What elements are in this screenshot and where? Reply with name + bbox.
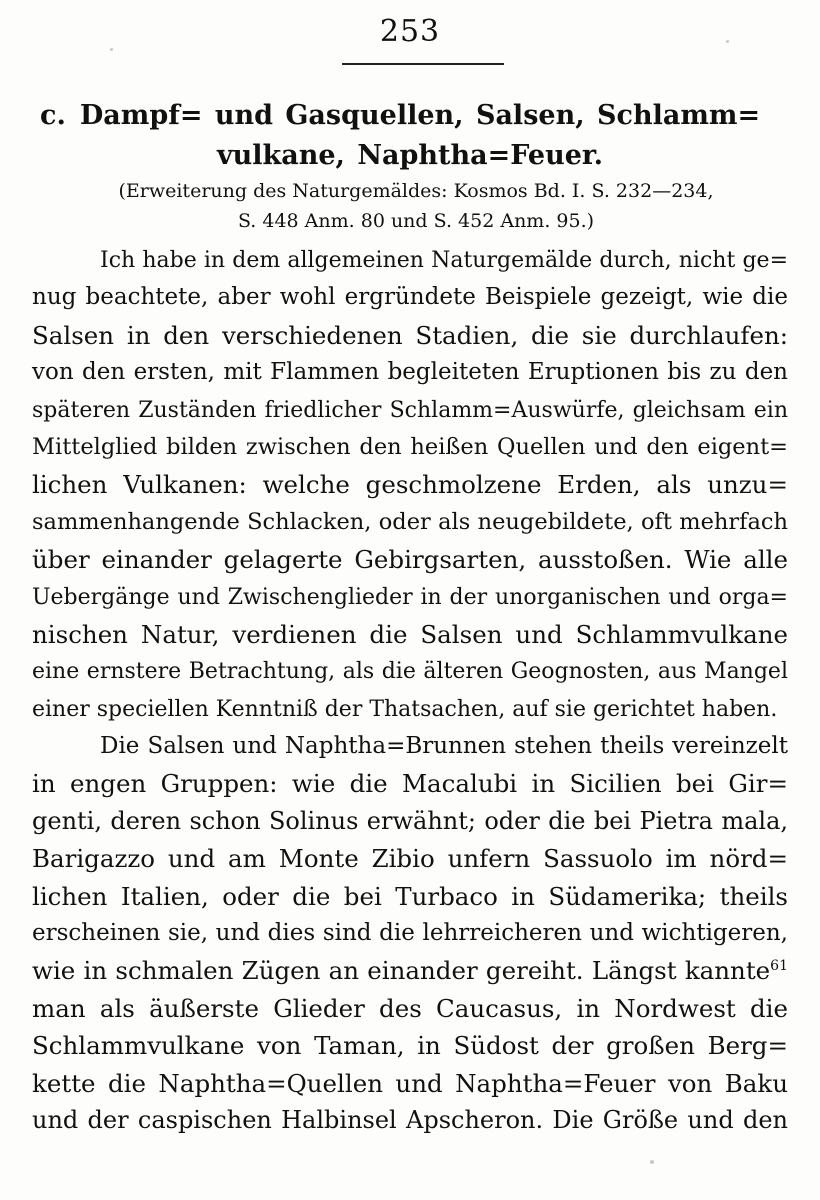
text-line-content: Ich habe in dem allgemeinen Naturgemälde durch, nicht ge= [100,248,788,273]
text-line-content: kette die Naphtha=Quellen und Naphtha=Feuer von Baku [32,1068,788,1098]
text-line [32,242,788,279]
text-line-content: und der caspischen Halbinsel Apscheron. Die Größe und den [32,1105,788,1134]
text-line [32,803,788,840]
text-line-content: Die Salsen und Naphtha=Brunnen stehen theils vereinzelt [100,733,788,760]
text-line [32,429,788,466]
text-line-content: nischen Natur, verdienen die Salsen und Schlammvulkane [32,619,788,649]
text-line-content: von den ersten, mit Flammen begleiteten Eruptionen bis zu den [32,359,788,386]
text-line [32,1102,788,1139]
text-line [32,1065,788,1102]
section-title-line-1: Dampf= und Gasquellen, Salsen, Schlamm= [79,100,761,131]
text-line-content: Barigazzo und am Monte Zibio unfern Sassuolo im nörd= [32,844,788,874]
text-line [32,990,788,1027]
text-line-content: eine ernstere Betrachtung, als die älteren Geognosten, aus Mangel [32,659,788,685]
header-rule [342,63,504,65]
text-line-content: man als äußerste Glieder des Caucasus, in Nordwest die [32,993,788,1023]
body-text [32,242,788,1139]
text-line-with-footnote [32,952,788,989]
text-line [32,653,788,690]
text-line-content: lichen Italien, oder die bei Turbaco in Südamerika; theils [32,881,788,911]
paper-speck [110,48,113,51]
text-line [32,765,788,802]
text-line-content: sammenhangende Schlacken, oder als neugebildete, oft mehrfach [32,508,788,535]
text-line [32,691,788,728]
section-heading [40,96,780,176]
section-title-line-2: vulkane, Naphtha=Feuer. [216,140,604,171]
footnote-marker: 61 [770,958,788,975]
text-line-content: lichen Vulkanen: welche geschmolzene Erden, als unzu= [32,470,788,500]
text-line [32,1027,788,1064]
text-line [32,279,788,316]
text-line [32,579,788,616]
text-line-content: in engen Gruppen: wie die Macalubi in Sicilien bei Gir= [32,769,788,799]
text-line [32,878,788,915]
text-line-content: Uebergänge und Zwischenglieder in der unorganischen und orga= [32,584,788,610]
text-line-content: Mittelglied bilden zwischen den heißen Quellen und den eigent= [32,433,788,460]
text-line [32,392,788,429]
text-line [32,541,788,578]
text-line-content: wie in schmalen Zügen an einander gereiht. Längst kannte [32,956,771,986]
paper-speck [650,1160,654,1164]
text-line [32,915,788,952]
text-line [32,354,788,391]
text-line-content: späteren Zuständen friedlicher Schlamm=Auswürfe, gleichsam ein [32,397,788,423]
text-line [32,466,788,503]
paper-speck [726,40,729,43]
text-line [32,504,788,541]
section-letter: c. [40,100,66,131]
text-line [32,728,788,765]
text-line [32,616,788,653]
text-line-content: erscheinen sie, und dies sind die lehrreicheren und wichtigeren, [32,920,788,947]
text-line-content: einer speciellen Kenntniß der Thatsachen, auf sie gerichtet haben. [32,696,778,722]
section-subtitle [46,176,786,236]
text-line-content: Salsen in den verschiedenen Stadien, die sie durchlaufen: [32,320,788,350]
subtitle-line-2: S. 448 Anm. 80 und S. 452 Anm. 95.) [237,210,595,232]
page-number: 253 [379,14,441,49]
subtitle-line-1: (Erweiterung des Naturgemäldes: Kosmos Bd. I. S. 232—234, [118,180,714,202]
text-line-content: genti, deren schon Solinus erwähnt; oder die bei Pietra mala, [32,806,788,835]
text-line-content: nug beachtete, aber wohl ergründete Beispiele gezeigt, wie die [32,284,788,311]
text-line-content: über einander gelagerte Gebirgsarten, ausstoßen. Wie alle [32,545,788,575]
text-line [32,317,788,354]
text-line [32,840,788,877]
text-line-content: Schlammvulkane von Taman, in Südost der großen Berg= [32,1031,788,1061]
